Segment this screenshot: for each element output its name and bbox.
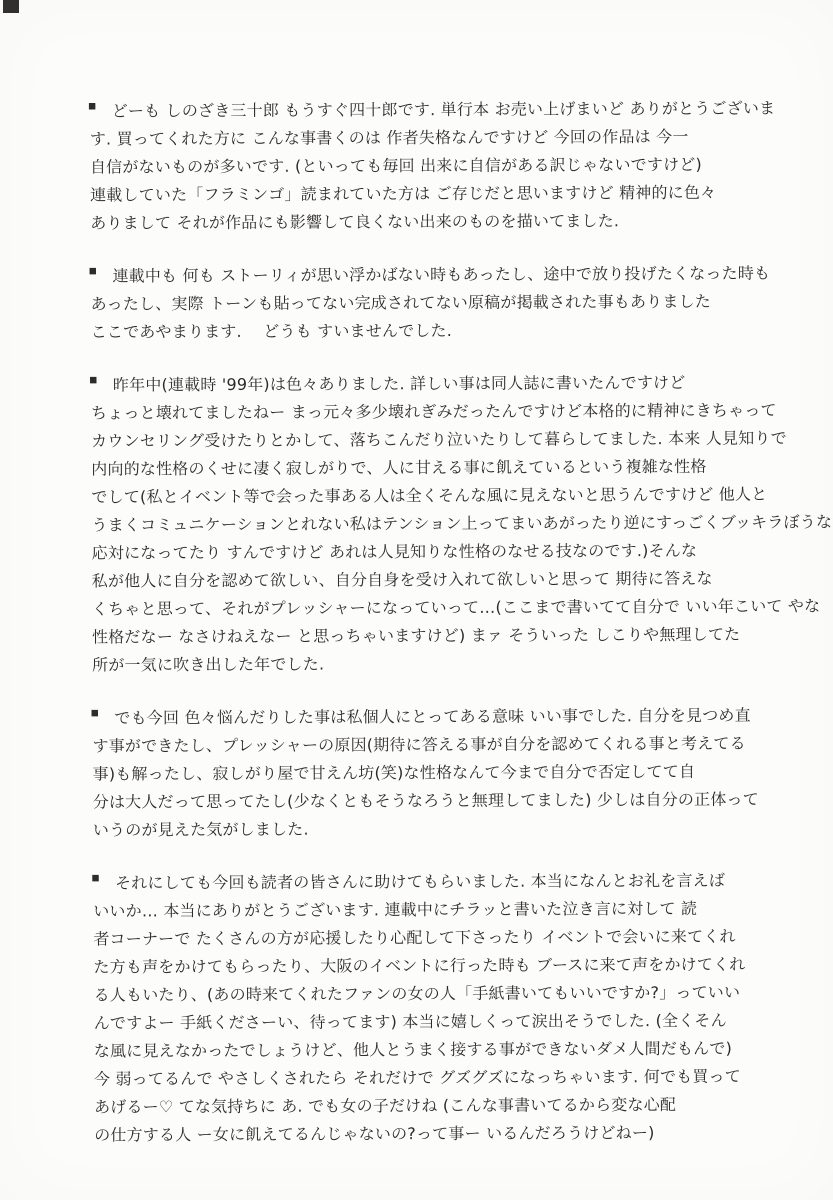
paragraph-lines	[93, 866, 804, 1149]
handwritten-text-line: の仕方する人 ー女に飢えてるんじゃないの?って事ー いるんだろうけどねー)	[94, 1123, 655, 1145]
bullet-square-icon: ▪	[87, 98, 97, 114]
paragraph	[87, 94, 801, 237]
text-block	[87, 94, 833, 1174]
paragraph	[93, 866, 804, 1149]
handwritten-text-line: す事ができたし、プレッシャーの原因(期待に答える事が自分を認めてくれる事と考えてる	[92, 733, 746, 756]
handwritten-text-line: た方も声をかけてもらったり、大阪のイベントに行った時も ブースに来て声をかけてくれ	[93, 954, 746, 977]
handwritten-text-line: な風に見えなかったでしょうけど、他人とうまく接する事ができないダメ人間だもんで)	[93, 1038, 733, 1061]
handwritten-text-line: 分は大人だって思ってたし(少なくともそうなろうと無理してました) 少しは自分の正体って	[92, 789, 759, 812]
handwritten-text-line: 事)も解ったし、寂しがり屋で甘えん坊(笑)な性格なんて今まで自分で否定してて自	[92, 761, 696, 784]
bullet-square-icon: ▪	[88, 263, 98, 279]
handwritten-text-line: 内向的な性格のくせに凄く寂しがりで、人に甘える事に飢えているという複雑な性格	[91, 456, 707, 479]
paragraph-lines	[87, 94, 801, 237]
scan-corner-artifact	[3, 0, 19, 13]
bullet-square-icon: ▪	[91, 870, 100, 886]
handwritten-text-line: 私が他人に自分を認めて欲しい、自分自身を受け入れて欲しいと思って 期待に答えな	[91, 568, 713, 591]
paragraph-lines	[90, 259, 800, 346]
paragraph	[88, 368, 833, 679]
handwritten-text-line: でして(私とイベント等で会った事ある人は全くそんな風に見えないと思うんですけど 他人と	[91, 484, 768, 507]
handwritten-text-line: いうのが見えた気がしました.	[92, 819, 309, 840]
bullet-square-icon: ▪	[88, 372, 98, 388]
handwritten-text-line: 連載していた「フラミンゴ」読まれていた方は ご存じだと思いますけど 精神的に色々	[90, 182, 717, 205]
handwritten-text-line: 自信がないものが多いです. (といっても毎回 出来に自信がある訳じゃないですけど)	[89, 154, 702, 177]
handwritten-text-line: あげるー♡ てな気持ちに あ. でも女の子だけね (こんな事書いてるから変な心配	[94, 1095, 677, 1117]
handwritten-text-line: いいか… 本当にありがとうございます. 連載中にチラッと書いた泣き言に対して 読	[93, 898, 698, 921]
paragraph-lines	[88, 368, 833, 679]
handwritten-text-line: それにしても今回も読者の皆さんに助けてもらいました. 本当になんとお礼を言えば	[115, 870, 726, 893]
handwritten-text-line: カウンセリング受けたりとかして、落ちこんだり泣いたりして暮らしてました. 本来 人見知りで	[91, 428, 787, 451]
handwritten-text-line: 性格だなー なさけねえなー と思っちゃいますけど) まァ そういった しこりや無理してた	[91, 624, 741, 647]
handwritten-text-line: あったし、実際 トーンも貼ってない完成されてない原稿が掲載された事もありました	[90, 291, 712, 314]
handwritten-text-line: どーも しのざき三十郎 もうすぐ四十郎です. 単行本 お売い上げまいど ありがとうございま	[111, 98, 776, 121]
handwritten-text-line: うまくコミュニケーションとれない私はテンション上ってまいあがったり逆にすっごくブッキラぼうな	[91, 512, 833, 535]
paragraph-lines	[92, 701, 803, 844]
handwritten-text-line: す. 買ってくれた方に こんな事書くのは 作者失格なんですけど 今回の作品は 今一	[89, 126, 689, 149]
handwritten-text-line: ちょっと壊れてましたねー まっ元々多少壊れぎみだったんですけど本格的に精神にきちゃって	[90, 400, 777, 423]
handwritten-text-line: ありまして それが作品にも影響して良くない出来のものを描いてました.	[90, 211, 620, 233]
paragraph	[92, 701, 803, 844]
handwritten-text-line: 所が一気に吹き出した年でした.	[92, 654, 325, 675]
handwritten-text-line: 連載中も 何も ストーリィが思い浮かばない時もあったし、途中で放り投げたくなった時も	[112, 263, 771, 286]
handwritten-text-line: でも今回 色々悩んだりした事は私個人にとってある意味 いい事でした. 自分を見つめ直	[114, 705, 751, 728]
handwritten-text-line: くちゃと思って、それがプレッシャーになっていって…(ここまで書いてて自分で いい年こいて やな	[91, 596, 821, 619]
handwritten-text-line: る人もいたり、(あの時来てくれたファンの女の人「手紙書いてもいいですか?」っていい	[93, 982, 741, 1005]
handwritten-text-line: ここであやまります. どうも すいませんでした.	[90, 320, 453, 342]
handwritten-text-line: んですよー 手紙くださーい、待ってます) 本当に嬉しくって涙出そうでした. (全くそん	[93, 1010, 727, 1033]
handwritten-text-line: 昨年中(連載時 '99年)は色々ありました. 詳しい事は同人誌に書いたんですけど	[112, 372, 686, 395]
handwritten-text-line: 者コーナーで たくさんの方が応援したり心配して下さったり イベントで会いに来てくれ	[93, 926, 736, 949]
paragraph	[90, 259, 800, 346]
bullet-square-icon: ▪	[90, 705, 100, 721]
handwritten-text-line: 今 弱ってるんで やさしくされたら それだけで グズグズになっちゃいます. 何でも買って	[93, 1066, 741, 1089]
handwritten-text-line: 応対になってたり すんですけど あれは人見知りな性格のなせる技なのです.)そんな	[91, 540, 698, 563]
